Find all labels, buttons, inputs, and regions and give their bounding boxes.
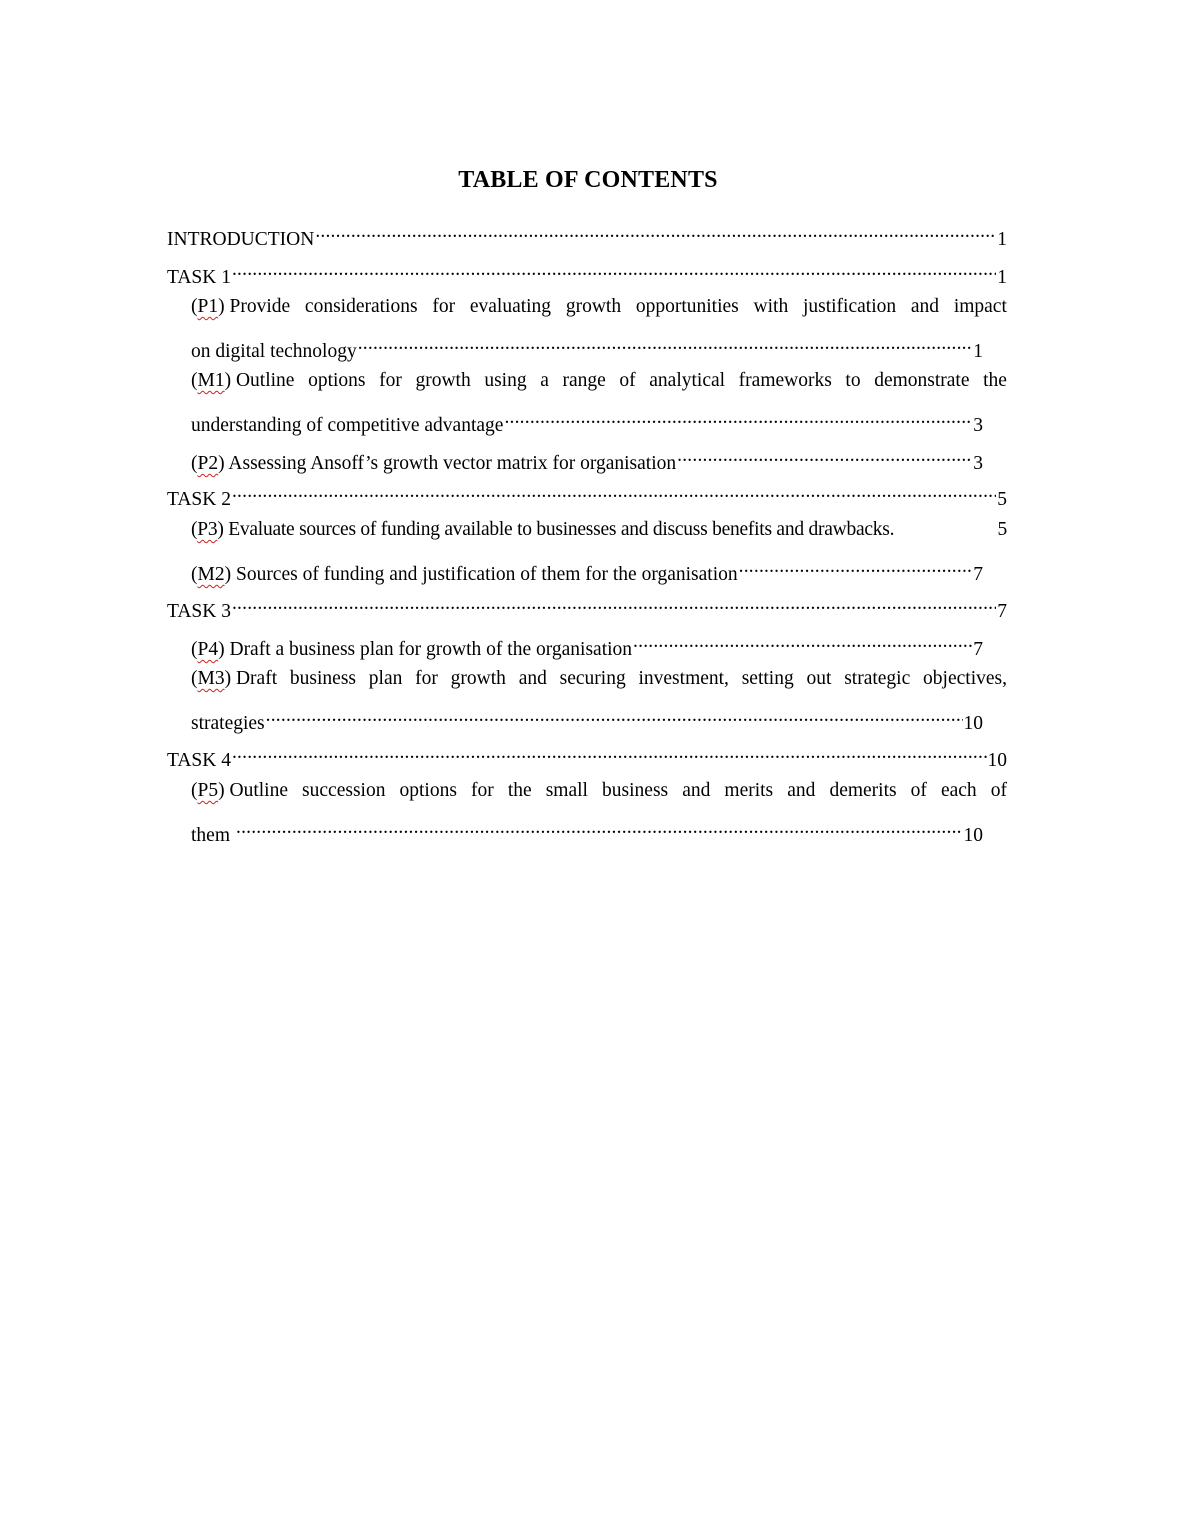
toc-entry-code: (M1) Outline <box>191 370 295 391</box>
toc-word: of <box>990 780 1007 801</box>
toc-word: with <box>753 296 789 317</box>
toc-entry-label: on digital technology <box>191 341 357 362</box>
toc-entry-label: (P2) Assessing Ansoff’s growth vector matrix for organisation <box>191 453 677 474</box>
toc-entry-label: (P3) Evaluate sources of funding available to businesses and discuss benefits and drawbacks. <box>191 519 895 540</box>
toc-word: Outline <box>229 780 288 801</box>
toc-entry-m3-line-2[interactable] <box>191 703 983 734</box>
spellcheck-code: P3 <box>197 519 218 540</box>
toc-word: out <box>806 668 832 689</box>
spellcheck-code: P4 <box>197 639 219 660</box>
toc-entry-m1-line-2[interactable] <box>191 405 983 436</box>
toc-word: Outline <box>235 370 295 391</box>
toc-word: options <box>308 370 366 391</box>
toc-word: each <box>940 780 977 801</box>
toc-entry-p3[interactable] <box>191 517 1007 543</box>
toc-page-number: 5 <box>997 489 1007 510</box>
toc-word: business <box>289 668 356 689</box>
toc-entry-text: Draft a business plan for growth of the organisation <box>224 639 633 660</box>
toc-page-number: 5 <box>997 519 1007 540</box>
dot-leader <box>677 443 972 469</box>
dot-leader <box>236 815 963 841</box>
toc-word: for <box>432 296 456 317</box>
toc-page-number: 10 <box>963 825 983 846</box>
spellcheck-code: P1 <box>197 296 219 317</box>
dot-leader <box>266 703 963 729</box>
toc-page-number: 10 <box>963 713 983 734</box>
toc-entry-label: (M2) Sources of funding and justification of them for the organisation <box>191 564 738 585</box>
toc-entry-code: (P5) Outline <box>191 780 288 801</box>
toc-word: opportunities <box>635 296 739 317</box>
spellcheck-code: P5 <box>197 780 219 801</box>
toc-entry-m1-line-1[interactable] <box>191 368 1007 394</box>
toc-word: for <box>415 668 438 689</box>
dot-leader <box>633 629 972 655</box>
toc-word: plan <box>368 668 403 689</box>
toc-word: of <box>910 780 927 801</box>
toc-entry-p1-line-2[interactable] <box>191 331 983 362</box>
dot-leader <box>739 554 973 580</box>
toc-page-number: 7 <box>973 639 983 660</box>
toc-entry-introduction[interactable] <box>167 219 1007 250</box>
spellcheck-code: M3 <box>197 668 225 689</box>
toc-word: and <box>910 296 940 317</box>
toc-word: using <box>484 370 527 391</box>
toc-word: small <box>545 780 588 801</box>
toc-word: range <box>562 370 606 391</box>
toc-word: of <box>619 370 636 391</box>
toc-entry-task-4[interactable] <box>167 740 1007 771</box>
spellcheck-code: M2 <box>197 564 225 585</box>
toc-word: and <box>787 780 816 801</box>
toc-page-number: 1 <box>973 341 983 362</box>
toc-entry-label: TASK 3 <box>167 601 231 622</box>
toc-word: succession <box>302 780 386 801</box>
toc-entry-label: understanding of competitive advantage <box>191 415 504 436</box>
toc-word: for <box>471 780 494 801</box>
toc-entry-text: Evaluate sources of funding available to businesses and discuss benefits and drawbacks. <box>223 519 895 540</box>
toc-page-number: 3 <box>973 453 983 474</box>
dot-leader <box>232 591 996 617</box>
toc-page-number: 3 <box>973 415 983 436</box>
toc-entry-label: TASK 4 <box>167 750 231 771</box>
toc-entry-text: Assessing Ansoff’s growth vector matrix for organisation <box>224 453 677 474</box>
toc-word: objectives, <box>923 668 1007 689</box>
toc-page-number: 7 <box>973 564 983 585</box>
toc-entry-label: INTRODUCTION <box>167 229 315 250</box>
toc-entry-label: TASK 1 <box>167 267 231 288</box>
toc-page-number: 10 <box>987 750 1007 771</box>
toc-page-number: 1 <box>997 229 1007 250</box>
toc-word: growth <box>415 370 471 391</box>
toc-word: justification <box>802 296 897 317</box>
toc-word: demerits <box>829 780 897 801</box>
toc-word: setting <box>741 668 794 689</box>
spellcheck-code: P2 <box>197 453 219 474</box>
toc-word: the <box>983 370 1007 391</box>
toc-word: growth <box>450 668 506 689</box>
dot-leader <box>315 219 996 245</box>
toc-word: growth <box>565 296 622 317</box>
dot-leader <box>232 479 996 505</box>
toc-entry-m2[interactable] <box>191 554 983 585</box>
toc-entry-code: (M3) Draft <box>191 668 278 689</box>
toc-entry-p5-line-1[interactable] <box>191 778 1007 804</box>
toc-page-number: 1 <box>997 267 1007 288</box>
toc-entry-task-1[interactable] <box>167 257 1007 288</box>
toc-word: considerations <box>304 296 418 317</box>
toc-entry-task-3[interactable] <box>167 591 1007 622</box>
toc-entry-text: Sources of funding and justification of them for the organisation <box>231 564 738 585</box>
toc-word: analytical <box>649 370 726 391</box>
toc-word: and <box>518 668 547 689</box>
toc-word: for <box>379 370 402 391</box>
spellcheck-code: M1 <box>197 370 225 391</box>
toc-word: business <box>602 780 669 801</box>
toc-entry-label: strategies <box>191 713 265 734</box>
toc-word: evaluating <box>469 296 552 317</box>
toc-word: securing <box>559 668 626 689</box>
toc-word: and <box>682 780 711 801</box>
toc-title: TABLE OF CONTENTS <box>458 167 718 193</box>
dot-leader <box>358 331 973 357</box>
dot-leader <box>504 405 972 431</box>
toc-page-number: 7 <box>997 601 1007 622</box>
toc-word: strategic <box>844 668 911 689</box>
toc-word: a <box>540 370 549 391</box>
dot-leader <box>232 257 996 283</box>
toc-entry-task-2[interactable] <box>167 479 1007 510</box>
toc-word: investment, <box>638 668 729 689</box>
toc-entry-label: TASK 2 <box>167 489 231 510</box>
toc-word: impact <box>953 296 1007 317</box>
toc-entry-label: (P4) Draft a business plan for growth of the organisation <box>191 639 633 660</box>
toc-entry-p4[interactable] <box>191 629 983 660</box>
toc-word: merits <box>724 780 774 801</box>
toc-word: frameworks <box>738 370 832 391</box>
toc-word: options <box>399 780 457 801</box>
toc-word: demonstrate <box>874 370 970 391</box>
toc-word: to <box>845 370 861 391</box>
toc-entry-p1-line-1[interactable] <box>191 294 1007 320</box>
dot-leader <box>232 740 987 766</box>
toc-entry-label: them <box>191 825 230 846</box>
toc-word: Provide <box>229 296 291 317</box>
toc-entry-p5-line-2[interactable] <box>191 815 983 846</box>
toc-word: Draft <box>235 668 278 689</box>
toc-entry-p2[interactable] <box>191 443 983 474</box>
toc-word: the <box>507 780 532 801</box>
toc-entry-code: (P1) Provide <box>191 296 291 317</box>
toc-entry-m3-line-1[interactable] <box>191 666 1007 692</box>
